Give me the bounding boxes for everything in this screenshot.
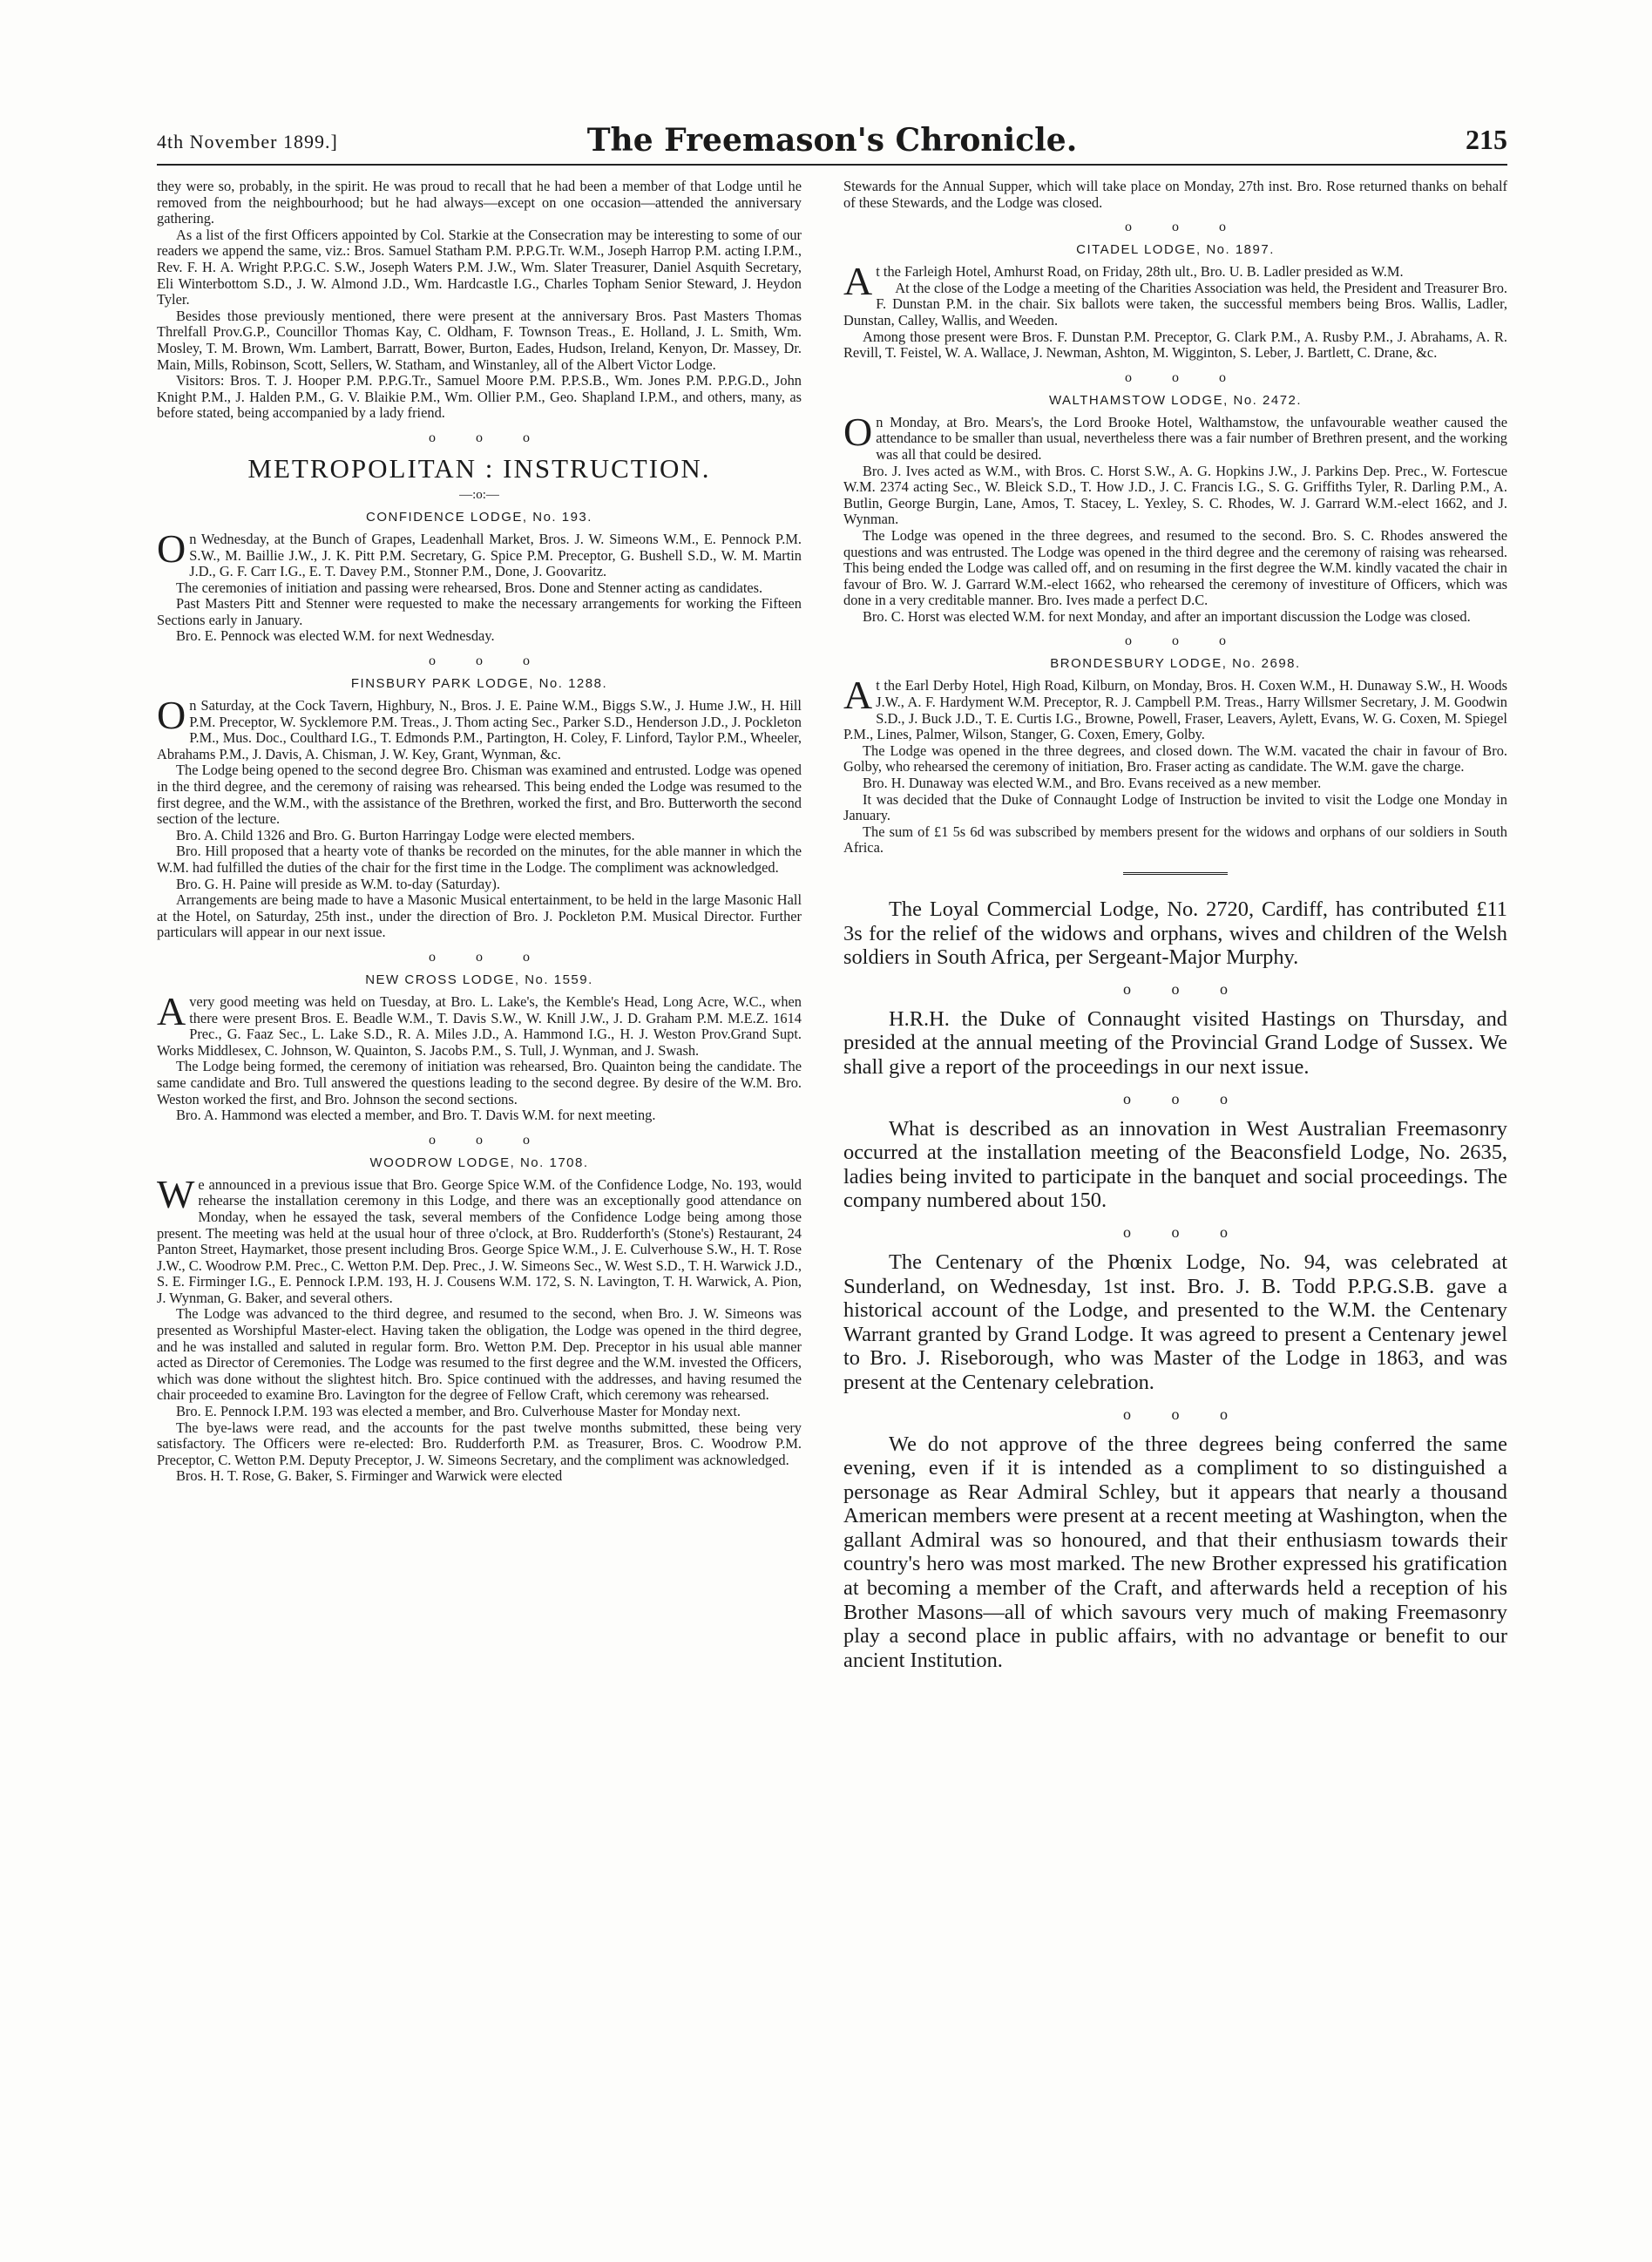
lodge-report-paragraph: At the close of the Lodge a meeting of the Charities Association was held, the President and Treasurer Bro. F. Dunstan P.M. in the chair. Six ballots were taken, the successful members being Bros. Wallis, Ladler, Dunstan, Calley, Wallis, and Weeden.	[843, 279, 1507, 328]
lodge-report-paragraph: On Wednesday, at the Bunch of Grapes, Leadenhall Market, Bros. J. W. Simeons W.M., E. Pennock P.M. S.W., M. Baillie J.W., J. K. Pitt P.M. Secretary, G. Spice P.M. Preceptor, G. Bushell S.D., W. M. Martin J.D., G. F. Carr I.G., E. T. Davey P.M., Stonner P.M., Done, J. Goovaritz.	[157, 525, 802, 580]
article-paragraph: Stewards for the Annual Supper, which will take place on Monday, 27th inst. Bro. Rose returned thanks on behalf of these Stewards, and the Lodge was closed.	[843, 178, 1507, 211]
section-separator: o o o	[429, 1132, 530, 1148]
lodge-report-paragraph: The Lodge being formed, the ceremony of initiation was rehearsed, Bro. Quainton being the candidate. The same candidate and Bro. Tull answered the questions leading to the second degree. By desire of the W.M. Bro. Weston worked the first, and Bro. Johnson the second sections.	[157, 1058, 802, 1107]
lodge-report-paragraph: Bro. H. Dunaway was elected W.M., and Bro. Evans received as a new member.	[863, 775, 1322, 792]
lodge-report-paragraph: The Lodge was advanced to the third degree, and resumed to the second, when Bro. J. W. Simeons was presented as Worshipful Master-elect. Having taken the obligation, the Lodge was opened in the third degree, and he was installed and saluted in regular form. Bro. Wetton P.M. Dep. Preceptor in his usual able manner acted as Director of Ceremonies. The Lodge was resumed to the first degree and the W.M. invested the Officers, which was done without the slightest hitch. Bro. Spice continued with the addresses, and having resumed the chair proceeded to examine Bro. Lavington for the degree of Fellow Craft, which ceremony was rehearsed.	[157, 1305, 802, 1404]
lodge-report-paragraph: At the Farleigh Hotel, Amhurst Road, on Friday, 28th ult., Bro. U. B. Ladler presided as W.M.	[843, 259, 1404, 304]
section-separator: o o o	[1125, 220, 1226, 235]
lodge-report-paragraph: Bro. Hill proposed that a hearty vote of thanks be recorded on the minutes, for the able manner in which the W.M. had fulfilled the duties of the chair for the first time in the Lodge. The compliment was acknowledged.	[157, 843, 802, 876]
lodge-report-paragraph: Arrangements are being made to have a Masonic Musical entertainment, to be held in the large Masonic Hall at the Hotel, on Saturday, 25th inst., under the direction of Bro. J. Pockleton P.M. Musical Director. Further particulars will appear in our next issue.	[157, 891, 802, 941]
lodge-report-paragraph: Bro. C. Horst was elected W.M. for next Monday, and after an important discussion the Lodge was closed.	[863, 607, 1471, 625]
lodge-heading: FINSBURY PARK LODGE, No. 1288.	[350, 676, 608, 692]
lodge-heading: CONFIDENCE LODGE, No. 193.	[366, 509, 592, 525]
left-column	[157, 179, 802, 1485]
page-number: 215	[1466, 124, 1507, 155]
lodge-report-paragraph: We announced in a previous issue that Bro. George Spice W.M. of the Confidence Lodge, No. 193, would rehearse the installation ceremony in this Lodge, and there was an exceptionally good attendance on Monday, when he essayed the task, several members of the Confidence Lodge being among those present. The meeting was held at the usual hour of three o'clock, at Bro. Rudderforth's (Stone's) Restaurant, 24 Panton Street, Haymarket, those present including Bros. George Spice W.M., J. E. Culverhouse S.W., H. T. Rose J.W., C. Woodrow P.M. Prec., C. Wetton P.M. Dep. Prec., J. W. Simeons Sec., W. West S.D., T. H. Warwick J.D., S. E. Firminger I.G., E. Pennock I.P.M. 193, H. J. Cousens W.M. 172, S. N. Lavington, T. H. Warwick, A. Pion, J. Wynman, G. Baker, and several others.	[157, 1171, 802, 1306]
lodge-report-paragraph: On Saturday, at the Cock Tavern, Highbury, N., Bros. J. E. Paine W.M., Biggs S.W., J. Hume J.W., H. Hill P.M. Preceptor, W. Sycklemore P.M. Treas., J. Thom acting Sec., Parker S.D., Henderson J.D., J. Pockleton P.M., Mus. Doc., Coulthard I.G., T. Edmonds P.M., Partington, H. Coley, F. Linford, Taylor P.M., Wheeler, Abrahams P.M., J. Davis, A. Chisman, J. W. Key, Grant, Wynman, &c.	[157, 693, 802, 762]
section-separator: o o o	[429, 654, 530, 669]
newspaper-title: The Freemason's Chronicle.	[586, 122, 1078, 159]
section-separator: o o o	[1123, 1405, 1228, 1423]
lodge-report-paragraph: Bro. E. Pennock I.P.M. 193 was elected a member, and Bro. Culverhouse Master for Monday next.	[176, 1403, 741, 1420]
lodge-report-paragraph: Bro. J. Ives acted as W.M., with Bros. C. Horst S.W., A. G. Hopkins J.W., J. Parkins Dep. Prec., W. Fortescue W.M. 2374 acting Sec., W. Bleick S.D., T. How J.D., J. C. Francis I.G., S. G. Griffiths Tyler, R. Darling P.M., A. Butlin, George Burgin, Lane, Amos, T. Stacey, L. Yexley, S. C. Rhodes, W. J. Garrard W.M.-elect 1662, and J. Wynman.	[843, 462, 1507, 528]
lodge-report-paragraph: The bye-laws were read, and the accounts for the past twelve months submitted, these being very satisfactory. The Officers were re-elected: Bro. Rudderforth P.M. as Treasurer, Bros. C. Woodrow P.M. Preceptor, C. Wetton P.M. Deputy Preceptor, J. W. Simeons Secretary, and the compliment was acknowledged.	[157, 1419, 802, 1468]
section-separator: o o o	[1123, 1089, 1228, 1107]
lodge-report-paragraph: The Lodge was opened in the three degrees, and closed down. The W.M. vacated the chair in favour of Bro. Golby, who rehearsed the ceremony of initiation, Bro. Fraser acting as candidate. The W.M. gave the charge.	[843, 742, 1507, 775]
section-separator: o o o	[1125, 633, 1226, 649]
lodge-report-paragraph: It was decided that the Duke of Connaught Lodge of Instruction be invited to visit the Lodge one Monday in January.	[843, 790, 1507, 824]
lodge-report-paragraph: The sum of £1 5s 6d was subscribed by members present for the widows and orphans of our soldiers in South Africa.	[843, 823, 1507, 857]
issue-date: 4th November 1899.]	[157, 131, 338, 152]
lodge-report-paragraph: Bro. A. Hammond was elected a member, and Bro. T. Davis W.M. for next meeting.	[176, 1107, 656, 1124]
lodge-heading: NEW CROSS LODGE, No. 1559.	[365, 972, 593, 987]
lodge-report-paragraph: Past Masters Pitt and Stenner were requested to make the necessary arrangements for working the Fifteen Sections early in January.	[157, 595, 802, 628]
lodge-report-paragraph: On Monday, at Bro. Mears's, the Lord Brooke Hotel, Walthamstow, the unfavourable weather caused the attendance to be smaller than usual, nevertheless there was a fair number of Brethren present, and the working was all that could be desired.	[843, 409, 1507, 463]
lodge-report-paragraph: At the Earl Derby Hotel, High Road, Kilburn, on Monday, Bros. H. Coxen W.M., H. Dunaway S.W., H. Woods J.W., A. F. Hardyment W.M. Preceptor, R. J. Campbell P.M. Treas., Harry Willsmer Secretary, J. M. Goodwin S.D., J. Buck J.D., T. E. Curtis I.G., Browne, Powell, Fraser, Leavers, Aylett, Evans, W. G. Coxen, M. Spiegel P.M., Lines, Palmer, Wilson, Stanger, G. Coxen, Emery, Golby.	[843, 673, 1507, 743]
lodge-heading: WALTHAMSTOW LODGE, No. 2472.	[1048, 392, 1303, 408]
news-paragraph: H.R.H. the Duke of Connaught visited Hastings on Thursday, and presided at the annual meeting of the Provincial Grand Lodge of Sussex. We shall give a report of the proceedings in our next issue.	[843, 1006, 1507, 1079]
lodge-report-paragraph: Among those present were Bros. F. Dunstan P.M. Preceptor, G. Clark P.M., A. Rusby P.M., J. Abrahams, A. R. Revill, T. Feistel, W. A. Wallace, J. Newman, Ashton, M. Wigginton, S. Leber, J. Bartlett, C. Drane, &c.	[843, 328, 1507, 362]
news-paragraph: What is described as an innovation in West Australian Freemasonry occurred at the installation meeting of the Beaconsfield Lodge, No. 2635, ladies being invited to participate in the banquet and social proceedings. The company numbered about 150.	[843, 1116, 1507, 1213]
masthead	[157, 122, 1507, 166]
section-ornament: —:o:—	[459, 487, 499, 502]
lodge-report-paragraph: Bros. H. T. Rose, G. Baker, S. Firminger and Warwick were elected	[176, 1467, 563, 1485]
article-paragraph: they were so, probably, in the spirit. He was proud to recall that he had been a member of that Lodge until he removed from the neighbourhood; but he had always—except on one occasion—attended the anniversary gathering.	[157, 178, 802, 227]
section-separator: o o o	[1123, 1222, 1228, 1241]
section-separator: o o o	[1125, 369, 1226, 385]
lodge-report-paragraph: The Lodge was opened in the three degrees, and resumed to the second. Bro. S. C. Rhodes answered the questions and was entrusted. The Lodge was opened in the third degree and the ceremony of raising was rehearsed. This being ended the Lodge was called off, and on resuming in the first degree the W.M. kindly vacated the chair in favour of Bro. W. J. Garrard W.M.-elect 1662, who rehearsed the ceremony of investiture of Officers, which was done in a very creditable manner. Bro. Ives made a perfect D.C.	[843, 526, 1507, 609]
section-separator: o o o	[1123, 979, 1228, 998]
news-paragraph: The Centenary of the Phœnix Lodge, No. 94, was celebrated at Sunderland, on Wednesday, 1st inst. Bro. J. B. Todd P.P.G.S.B. gave a historical account of the Lodge, and presented to the W.M. the Centenary Warrant granted by Grand Lodge. It was agreed to present a Centenary jewel to Bro. J. Riseborough, who was Master of the Lodge in 1863, and was present at the Centenary celebration.	[843, 1250, 1507, 1394]
article-paragraph: As a list of the first Officers appointed by Col. Starkie at the Consecration may be interesting to some of our readers we append the same, viz.: Bros. Samuel Statham P.M. P.P.G.Tr. W.M., Joseph Harrop P.M. acting I.P.M., Rev. F. H. A. Wright P.P.G.C. S.W., Joseph Waters P.M. J.W., Wm. Slater Treasurer, Daniel Asquith Secretary, Eli Winterbottom S.D., J. W. Almond J.D., Wm. Hardcastle I.G., Charles Topham Senior Steward, J. Heydon Tyler.	[157, 226, 802, 308]
double-rule-divider	[1123, 872, 1228, 875]
article-paragraph: Besides those previously mentioned, there were present at the anniversary Bros. Past Masters Thomas Threlfall Prov.G.P., Councillor Thomas Kay, C. Oldham, F. Townson Treas., E. Holland, J. L. Smith, Wm. Mosley, T. M. Brown, Wm. Lambert, Barratt, Bower, Burton, Eades, Hudson, Ireland, Kenyon, Dr. Massey, Dr. Main, Mills, Robinson, Scott, Sellers, W. Statham, and Winstanley, all of the Albert Victor Lodge.	[157, 307, 802, 373]
news-paragraph: The Loyal Commercial Lodge, No. 2720, Cardiff, has contributed £11 3s for the relief of the widows and orphans, wives and children of the Welsh soldiers in South Africa, per Sergeant-Major Murphy.	[843, 897, 1507, 970]
lodge-report-paragraph: Bro. G. H. Paine will preside as W.M. to-day (Saturday).	[176, 875, 500, 892]
lodge-heading: BRONDESBURY LODGE, No. 2698.	[1050, 656, 1301, 672]
news-paragraph: We do not approve of the three degrees being conferred the same evening, even if it is intended as a compliment to so distinguished a personage as Rear Admiral Schley, but it appears that nearly a thousand American members were present at a recent meeting at Washington, when the gallant Admiral was so honoured, and that their enthusiasm towards their country's hero was most marked. The new Brother expressed his gratification at becoming a member of the Craft, and afterwards held a reception of his Brother Masons—all of which savours very much of making Freemasonry play a second place in public affairs, with no advantage or benefit to our ancient Institution.	[843, 1432, 1507, 1672]
lodge-heading: WOODROW LODGE, No. 1708.	[369, 1155, 589, 1170]
lodge-heading: CITADEL LODGE, No. 1897.	[1076, 242, 1275, 258]
section-separator: o o o	[429, 949, 530, 965]
lodge-report-paragraph: Bro. E. Pennock was elected W.M. for next Wednesday.	[176, 627, 495, 645]
article-paragraph: Visitors: Bros. T. J. Hooper P.M. P.P.G.Tr., Samuel Moore P.M. P.P.S.B., Wm. Jones P.M. P.P.G.D., John Knight P.M., J. Halden P.M., G. V. Blaikie P.M., Wm. Ollier P.M., Geo. Shapland I.P.M., and others, many, as before stated, being accompanied by a lady friend.	[157, 372, 802, 422]
section-separator: o o o	[429, 430, 530, 445]
lodge-report-paragraph: The Lodge being opened to the second degree Bro. Chisman was examined and entrusted. Lodge was opened in the third degree, and the ceremony of raising was rehearsed. This being ended the Lodge was resumed to the first degree, and the W.M., with the assistance of the Brethren, worked the first, and Bro. Butterworth the second section of the lecture.	[157, 762, 802, 828]
section-title: METROPOLITAN : INSTRUCTION.	[247, 452, 711, 484]
lodge-report-paragraph: Avery good meeting was held on Tuesday, at Bro. L. Lake's, the Kemble's Head, Long Acre, W.C., when there were present Bros. E. Beadle W.M., T. Davis S.W., W. Knill J.W., J. D. Graham P.M. M.E.Z. 1614 Prec., G. Faaz Sec., L. Lake S.D., R. A. Miles J.D., A. Hammond I.G., H. J. Weston Prov.Grand Supt. Works Middlesex, C. Johnson, W. Quainton, S. Jacobs P.M., S. Tull, J. Wynman, and J. Swash.	[157, 988, 802, 1059]
right-column	[843, 179, 1507, 1672]
lodge-report-paragraph: Bro. A. Child 1326 and Bro. G. Burton Harringay Lodge were elected members.	[176, 826, 635, 843]
lodge-report-paragraph: The ceremonies of initiation and passing were rehearsed, Bros. Done and Stenner acting as candidates.	[176, 579, 763, 596]
